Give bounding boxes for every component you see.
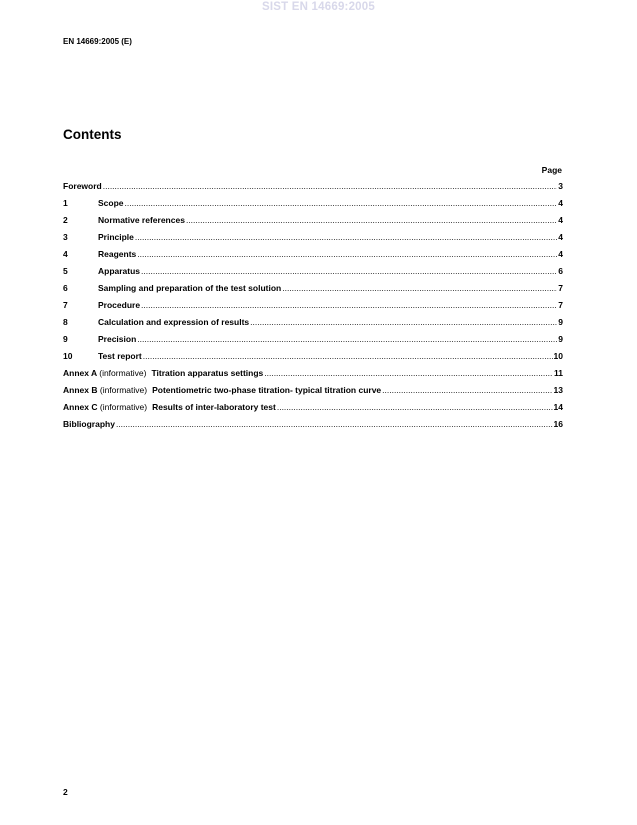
toc-leader-dots bbox=[137, 334, 557, 344]
toc-leader-dots bbox=[186, 215, 557, 225]
toc-entry-page: 11 bbox=[554, 368, 563, 378]
toc-entry-bibliography[interactable] bbox=[63, 419, 563, 436]
toc-leader-dots bbox=[141, 300, 557, 310]
toc-entry-title: Reagents bbox=[98, 249, 137, 259]
toc-leader-dots bbox=[103, 181, 558, 191]
toc-entry-page: 6 bbox=[558, 266, 563, 276]
toc-entry-title: Foreword bbox=[63, 181, 102, 191]
toc-entry-title: Bibliography bbox=[63, 419, 115, 429]
toc-leader-dots bbox=[135, 232, 557, 242]
toc-entry-title: Sampling and preparation of the test solution bbox=[98, 283, 282, 293]
toc-leader-dots bbox=[250, 317, 557, 327]
toc-entry-page: 4 bbox=[558, 215, 563, 225]
toc-entry-apparatus[interactable] bbox=[63, 266, 563, 283]
toc-entry-title: Results of inter-laboratory test bbox=[152, 402, 276, 412]
toc-entry-title: Apparatus bbox=[98, 266, 141, 276]
toc-entry-annex-a[interactable] bbox=[63, 368, 563, 385]
annex-letter: Annex B bbox=[63, 385, 98, 395]
toc-annex-label bbox=[63, 402, 152, 412]
toc-entry-title: Test report bbox=[98, 351, 142, 361]
toc-entry-number: 2 bbox=[63, 215, 68, 225]
document-header: EN 14669:2005 (E) bbox=[63, 37, 132, 46]
toc-entry-number: 10 bbox=[63, 351, 73, 361]
toc-entry-annex-c[interactable] bbox=[63, 402, 563, 419]
toc-annex-label bbox=[63, 368, 151, 378]
toc-entry-title: Calculation and expression of results bbox=[98, 317, 250, 327]
annex-type: (informative) bbox=[99, 402, 148, 412]
toc-leader-dots bbox=[282, 283, 557, 293]
toc-entry-annex-b[interactable] bbox=[63, 385, 563, 402]
toc-entry-page: 10 bbox=[553, 351, 563, 361]
toc-leader-dots bbox=[143, 351, 553, 361]
toc-entry-title: Principle bbox=[98, 232, 134, 242]
toc-entry-number: 9 bbox=[63, 334, 68, 344]
toc-entry-sampling[interactable] bbox=[63, 283, 563, 300]
annex-letter: Annex C bbox=[63, 402, 98, 412]
annex-letter: Annex A bbox=[63, 368, 97, 378]
toc-entry-precision[interactable] bbox=[63, 334, 563, 351]
annex-type: (informative) bbox=[99, 385, 148, 395]
toc-annex-label bbox=[63, 385, 152, 395]
toc-entry-page: 3 bbox=[558, 181, 563, 191]
toc-entry-title: Precision bbox=[98, 334, 137, 344]
toc-entry-page: 4 bbox=[558, 232, 563, 242]
page-title: Contents bbox=[63, 127, 122, 142]
toc-entry-title: Procedure bbox=[98, 300, 141, 310]
annex-type: (informative) bbox=[99, 368, 147, 378]
table-of-contents bbox=[63, 181, 563, 436]
toc-entry-normative-references[interactable] bbox=[63, 215, 563, 232]
toc-leader-dots bbox=[264, 368, 553, 378]
toc-entry-number: 3 bbox=[63, 232, 68, 242]
page-column-label: Page bbox=[541, 165, 562, 175]
toc-entry-page: 14 bbox=[553, 402, 563, 412]
toc-entry-page: 7 bbox=[558, 300, 563, 310]
toc-entry-foreword[interactable] bbox=[63, 181, 563, 198]
toc-entry-number: 5 bbox=[63, 266, 68, 276]
toc-entry-page: 13 bbox=[553, 385, 563, 395]
toc-entry-title: Titration apparatus settings bbox=[151, 368, 264, 378]
toc-entry-number: 7 bbox=[63, 300, 68, 310]
toc-entry-title: Normative references bbox=[98, 215, 185, 225]
toc-entry-page: 9 bbox=[558, 317, 563, 327]
toc-entry-page: 16 bbox=[553, 419, 563, 429]
watermark: SIST EN 14669:2005 bbox=[262, 1, 375, 13]
toc-entry-number: 6 bbox=[63, 283, 68, 293]
toc-entry-title: Scope bbox=[98, 198, 124, 208]
toc-entry-procedure[interactable] bbox=[63, 300, 563, 317]
toc-entry-reagents[interactable] bbox=[63, 249, 563, 266]
page-number: 2 bbox=[63, 787, 68, 797]
toc-leader-dots bbox=[137, 249, 557, 259]
toc-entry-page: 7 bbox=[558, 283, 563, 293]
toc-entry-number: 8 bbox=[63, 317, 68, 327]
toc-entry-page: 4 bbox=[558, 249, 563, 259]
toc-leader-dots bbox=[125, 198, 558, 208]
toc-leader-dots bbox=[141, 266, 557, 276]
toc-entry-page: 4 bbox=[558, 198, 563, 208]
toc-entry-number: 1 bbox=[63, 198, 68, 208]
toc-entry-scope[interactable] bbox=[63, 198, 563, 215]
toc-leader-dots bbox=[116, 419, 553, 429]
toc-entry-test-report[interactable] bbox=[63, 351, 563, 368]
toc-entry-calculation[interactable] bbox=[63, 317, 563, 334]
toc-entry-page: 9 bbox=[558, 334, 563, 344]
toc-entry-principle[interactable] bbox=[63, 232, 563, 249]
toc-entry-number: 4 bbox=[63, 249, 68, 259]
toc-entry-title: Potentiometric two-phase titration- typical titration curve bbox=[152, 385, 382, 395]
toc-leader-dots bbox=[277, 402, 553, 412]
toc-leader-dots bbox=[382, 385, 552, 395]
